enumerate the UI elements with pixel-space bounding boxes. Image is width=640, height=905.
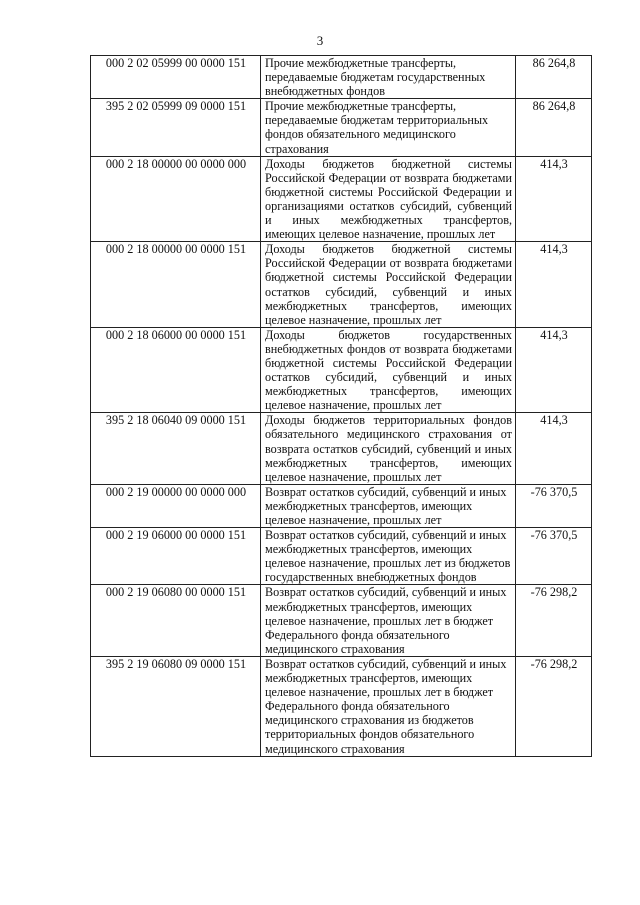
amount-cell: 86 264,8 <box>516 56 592 99</box>
amount-cell: -76 298,2 <box>516 585 592 656</box>
table-row <box>91 156 592 242</box>
page-number: 3 <box>316 33 324 48</box>
table-row <box>91 413 592 484</box>
table-row <box>91 56 592 99</box>
revenue-name-cell: Доходы бюджетов территориальных фондов обязательного медицинского страхования от возврата остатков субсидий, субвенций и иных межбюджетных трансфертов, имеющих целевое назначение, прошлых лет <box>261 413 516 484</box>
budget-code-cell: 000 2 19 06000 00 0000 151 <box>91 528 261 585</box>
revenue-name-cell: Возврат остатков субсидий, субвенций и иных межбюджетных трансфертов, имеющих целевое назначение, прошлых лет <box>261 484 516 527</box>
budget-code-cell: 395 2 18 06040 09 0000 151 <box>91 413 261 484</box>
budget-code-cell: 000 2 02 05999 00 0000 151 <box>91 56 261 99</box>
revenue-name-cell: Возврат остатков субсидий, субвенций и иных межбюджетных трансфертов, имеющих целевое назначение, прошлых лет из бюджетов государственных внебюджетных фондов <box>261 528 516 585</box>
amount-cell: -76 370,5 <box>516 484 592 527</box>
amount-cell: -76 370,5 <box>516 528 592 585</box>
budget-table <box>90 55 592 757</box>
budget-code-cell: 395 2 19 06080 09 0000 151 <box>91 656 261 756</box>
revenue-name-cell: Возврат остатков субсидий, субвенций и иных межбюджетных трансфертов, имеющих целевое назначение, прошлых лет в бюджет Федерального фонда обязательного медицинского страхования из бюджетов территориальных фондов обязательного медицинского страхования <box>261 656 516 756</box>
revenue-name-cell: Доходы бюджетов бюджетной системы Российской Федерации от возврата бюджетами бюджетной системы Российской Федерации и организациями остатков субсидий, субвенций и иных межбюджетных трансфертов, имеющих целевое назначение, прошлых лет <box>261 156 516 242</box>
revenue-name-cell: Прочие межбюджетные трансферты, передаваемые бюджетам территориальных фондов обязательного медицинского страхования <box>261 99 516 156</box>
budget-code-cell: 000 2 18 00000 00 0000 000 <box>91 156 261 242</box>
revenue-name-cell: Возврат остатков субсидий, субвенций и иных межбюджетных трансфертов, имеющих целевое назначение, прошлых лет в бюджет Федерального фонда обязательного медицинского страхования <box>261 585 516 656</box>
budget-code-cell: 000 2 19 06080 00 0000 151 <box>91 585 261 656</box>
table-row <box>91 484 592 527</box>
table-row <box>91 656 592 756</box>
table-row <box>91 327 592 413</box>
revenue-name-cell: Доходы бюджетов государственных внебюджетных фондов от возврата бюджетами бюджетной системы Российской Федерации остатков субсидий, субвенций и иных межбюджетных трансфертов, имеющих целевое назначение, прошлых лет <box>261 327 516 413</box>
budget-code-cell: 395 2 02 05999 09 0000 151 <box>91 99 261 156</box>
table-row <box>91 585 592 656</box>
amount-cell: 414,3 <box>516 156 592 242</box>
amount-cell: 414,3 <box>516 242 592 328</box>
revenue-name-cell: Доходы бюджетов бюджетной системы Российской Федерации от возврата бюджетами бюджетной системы Российской Федерации остатков субсидий, субвенций и иных межбюджетных трансфертов, имеющих целевое назначение, прошлых лет <box>261 242 516 328</box>
amount-cell: 414,3 <box>516 413 592 484</box>
budget-table-body <box>91 56 592 757</box>
budget-code-cell: 000 2 19 00000 00 0000 000 <box>91 484 261 527</box>
revenue-name-cell: Прочие межбюджетные трансферты, передаваемые бюджетам государственных внебюджетных фондов <box>261 56 516 99</box>
table-row <box>91 99 592 156</box>
amount-cell: -76 298,2 <box>516 656 592 756</box>
table-row <box>91 242 592 328</box>
budget-code-cell: 000 2 18 06000 00 0000 151 <box>91 327 261 413</box>
amount-cell: 414,3 <box>516 327 592 413</box>
table-row <box>91 528 592 585</box>
amount-cell: 86 264,8 <box>516 99 592 156</box>
budget-code-cell: 000 2 18 00000 00 0000 151 <box>91 242 261 328</box>
